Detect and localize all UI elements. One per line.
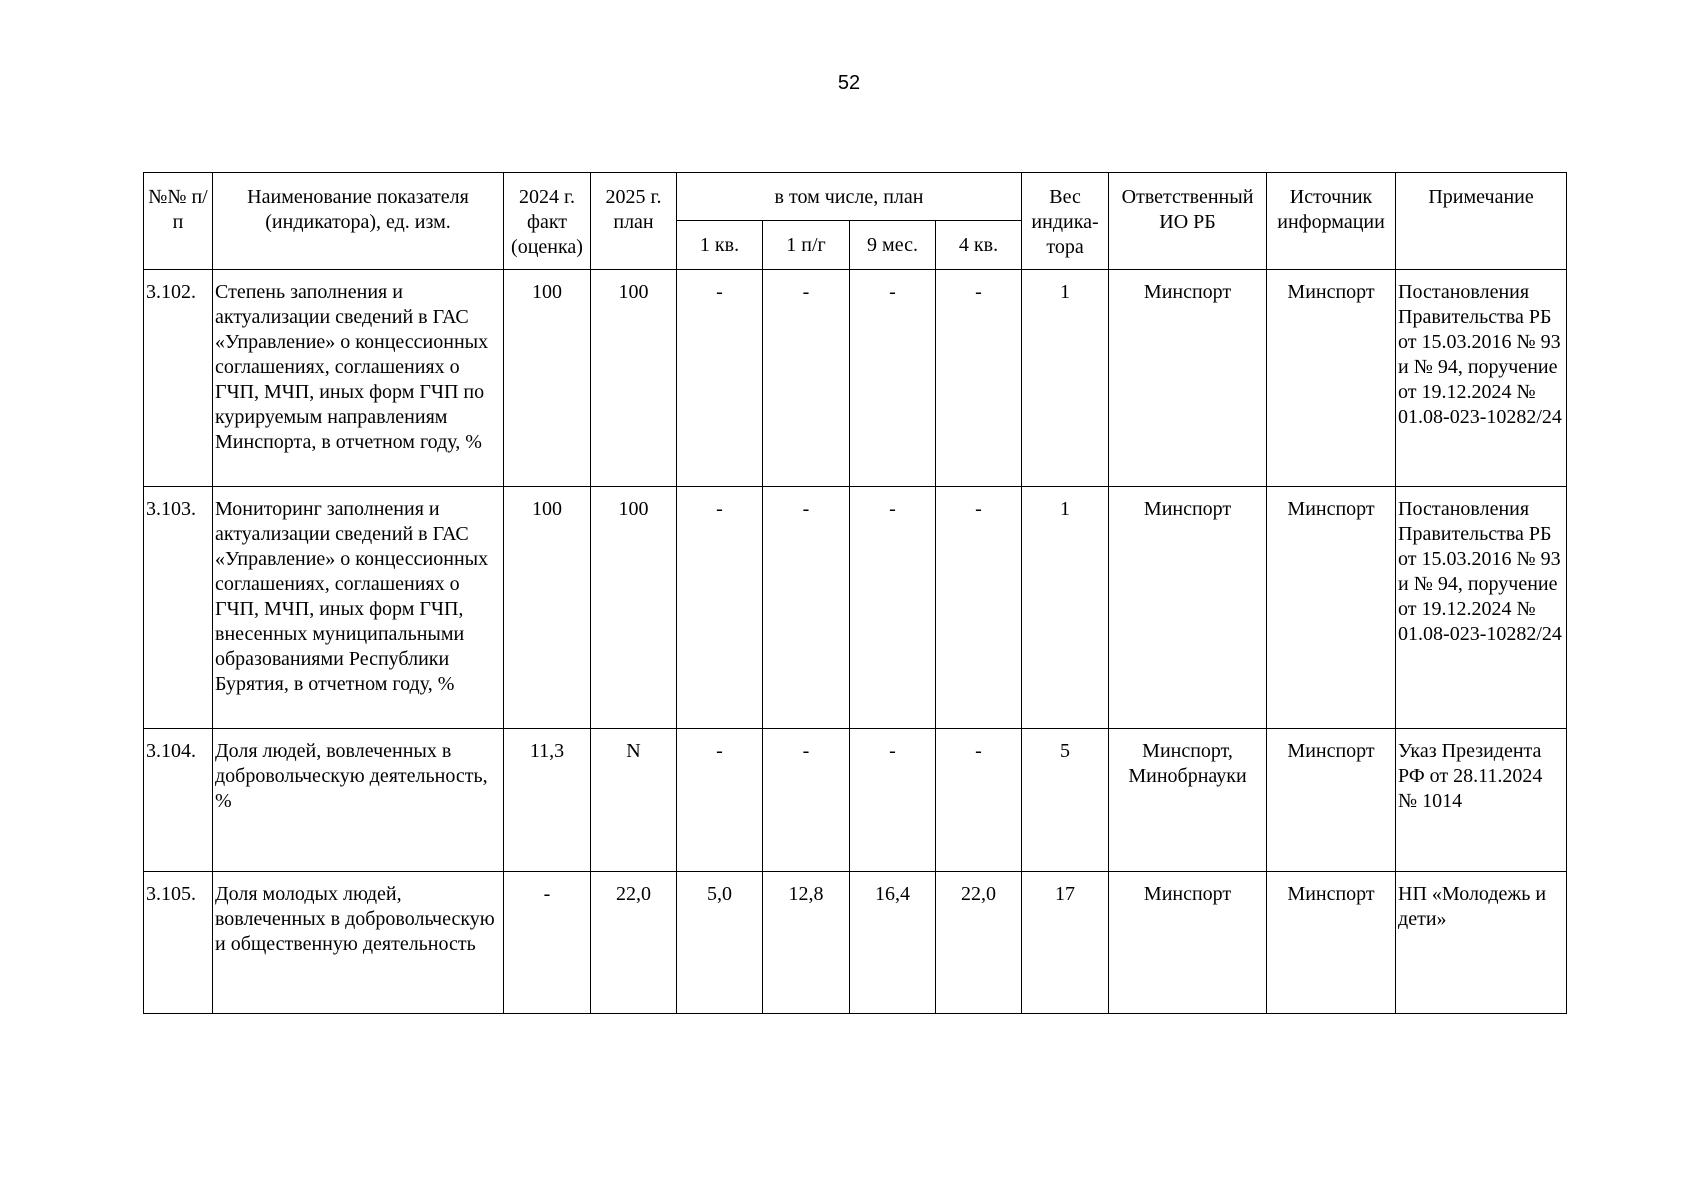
cell-responsible: Минспорт xyxy=(1109,270,1267,487)
cell-source: Минспорт xyxy=(1267,487,1396,729)
table-header xyxy=(144,173,1567,270)
cell-num: 3.105. xyxy=(144,872,213,1014)
header-q4: 4 кв. xyxy=(936,221,1022,270)
cell-weight: 17 xyxy=(1022,872,1109,1014)
cell-name: Доля молодых людей, вовлеченных в добровольческую и общественную деятельность xyxy=(213,872,504,1014)
cell-h1: - xyxy=(763,270,850,487)
cell-fact-2024: 100 xyxy=(504,270,591,487)
header-including-plan: в том числе, план xyxy=(677,173,1022,221)
header-note: Примечание xyxy=(1396,173,1567,270)
cell-q1: - xyxy=(677,270,763,487)
cell-q4: - xyxy=(936,487,1022,729)
header-plan-2025: 2025 г. план xyxy=(591,173,677,270)
cell-source: Минспорт xyxy=(1267,872,1396,1014)
table-row xyxy=(144,872,1567,1014)
cell-9-months: - xyxy=(850,729,936,872)
cell-plan-2025: 100 xyxy=(591,270,677,487)
header-source: Источник информации xyxy=(1267,173,1396,270)
cell-q4: 22,0 xyxy=(936,872,1022,1014)
table-row xyxy=(144,270,1567,487)
header-h1: 1 п/г xyxy=(763,221,850,270)
cell-note: Постановления Правительства РБ от 15.03.2016 № 93 и № 94, поручение от 19.12.2024 № 01.08-023-10282/24 xyxy=(1396,270,1567,487)
cell-num: 3.102. xyxy=(144,270,213,487)
cell-plan-2025: N xyxy=(591,729,677,872)
cell-h1: 12,8 xyxy=(763,872,850,1014)
table-row xyxy=(144,487,1567,729)
cell-plan-2025: 100 xyxy=(591,487,677,729)
cell-weight: 1 xyxy=(1022,487,1109,729)
header-num: №№ п/п xyxy=(144,173,213,270)
cell-note: Указ Президента РФ от 28.11.2024 № 1014 xyxy=(1396,729,1567,872)
cell-q4: - xyxy=(936,270,1022,487)
cell-q1: - xyxy=(677,487,763,729)
indicators-table xyxy=(143,172,1567,1014)
header-fact-2024: 2024 г. факт (оценка) xyxy=(504,173,591,270)
cell-responsible: Минспорт xyxy=(1109,487,1267,729)
cell-weight: 5 xyxy=(1022,729,1109,872)
cell-num: 3.104. xyxy=(144,729,213,872)
cell-9-months: - xyxy=(850,487,936,729)
cell-responsible: Минспорт, Минобрнауки xyxy=(1109,729,1267,872)
cell-h1: - xyxy=(763,487,850,729)
cell-q1: - xyxy=(677,729,763,872)
cell-q4: - xyxy=(936,729,1022,872)
header-weight: Вес индика-тора xyxy=(1022,173,1109,270)
cell-fact-2024: 100 xyxy=(504,487,591,729)
cell-name: Мониторинг заполнения и актуализации сведений в ГАС «Управление» о концессионных соглашениях, соглашениях о ГЧП, МЧП, иных форм ГЧП, внесенных муниципальными образованиями Республики Бурятия, в отчетном году, % xyxy=(213,487,504,729)
header-9-months: 9 мес. xyxy=(850,221,936,270)
cell-9-months: - xyxy=(850,270,936,487)
page-number: 52 xyxy=(837,72,861,94)
cell-h1: - xyxy=(763,729,850,872)
cell-name: Степень заполнения и актуализации сведений в ГАС «Управление» о концессионных соглашениях, соглашениях о ГЧП, МЧП, иных форм ГЧП по курируемым направлениям Минспорта, в отчетном году, % xyxy=(213,270,504,487)
cell-name: Доля людей, вовлеченных в добровольческую деятельность, % xyxy=(213,729,504,872)
header-name: Наименование показателя (индикатора), ед. изм. xyxy=(213,173,504,270)
cell-plan-2025: 22,0 xyxy=(591,872,677,1014)
header-responsible: Ответственный ИО РБ xyxy=(1109,173,1267,270)
header-q1: 1 кв. xyxy=(677,221,763,270)
cell-q1: 5,0 xyxy=(677,872,763,1014)
cell-fact-2024: - xyxy=(504,872,591,1014)
cell-source: Минспорт xyxy=(1267,270,1396,487)
cell-note: НП «Молодежь и дети» xyxy=(1396,872,1567,1014)
cell-9-months: 16,4 xyxy=(850,872,936,1014)
cell-source: Минспорт xyxy=(1267,729,1396,872)
cell-responsible: Минспорт xyxy=(1109,872,1267,1014)
table-row xyxy=(144,729,1567,872)
cell-num: 3.103. xyxy=(144,487,213,729)
cell-note: Постановления Правительства РБ от 15.03.2016 № 93 и № 94, поручение от 19.12.2024 № 01.08-023-10282/24 xyxy=(1396,487,1567,729)
cell-fact-2024: 11,3 xyxy=(504,729,591,872)
cell-weight: 1 xyxy=(1022,270,1109,487)
